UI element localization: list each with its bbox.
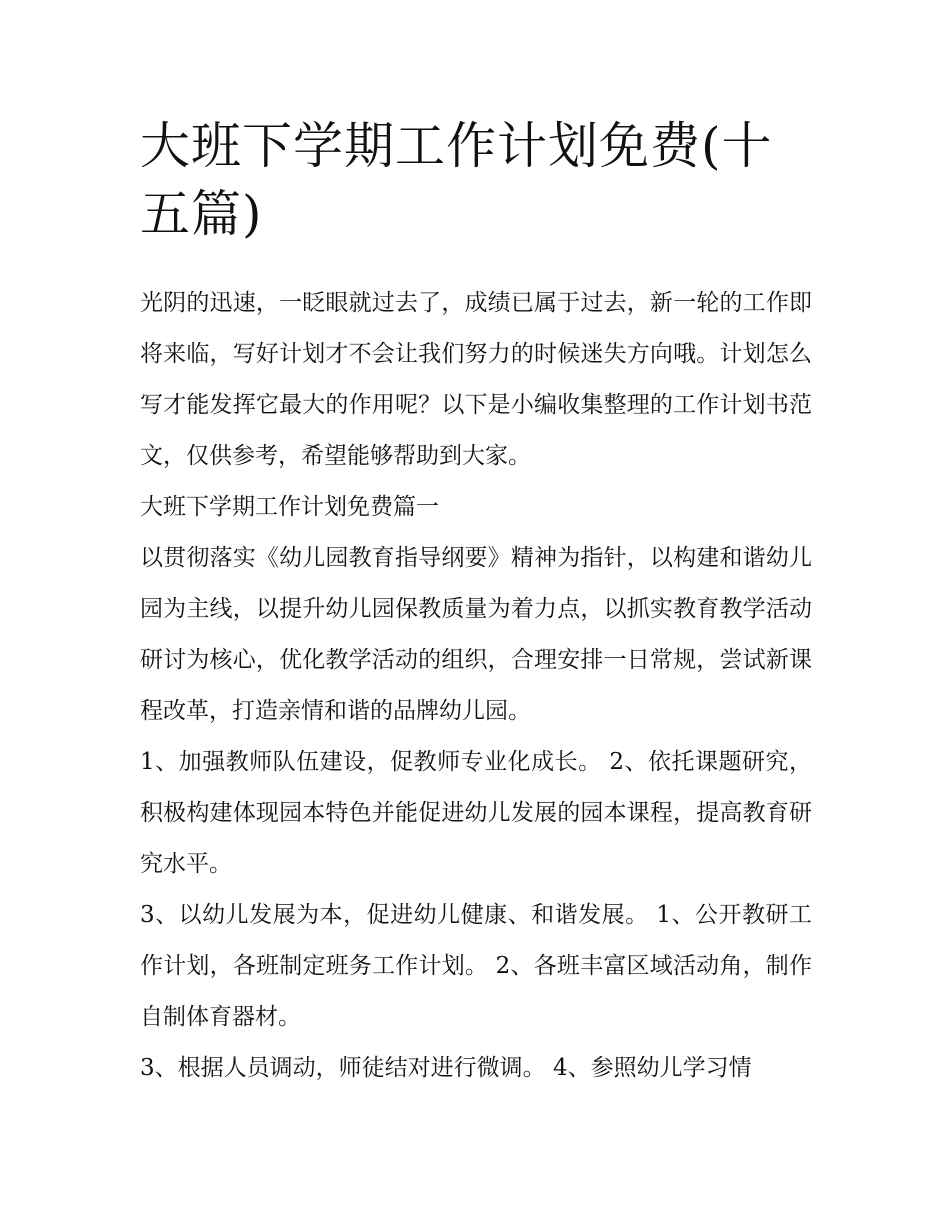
paragraph-item-1-2: 1、加强教师队伍建设，促教师专业化成长。 2、依托课题研究，积极构建体现园本特色并能促进幼儿发展的园本课程，提高教育研究水平。: [140, 749, 812, 877]
paragraph-item-3b: 3、根据人员调动，师徒结对进行微调。 4、参照幼儿学习情: [140, 1055, 752, 1081]
paragraph-guideline: 以贯彻落实《幼儿园教育指导纲要》精神为指针，以构建和谐幼儿园为主线，以提升幼儿园保教质量为着力点，以抓实教育教学活动研讨为核心，优化教学活动的组织，合理安排一日常规，尝试新课程改革，打造亲情和谐的品牌幼儿园。: [140, 545, 812, 724]
paragraph-item-3: 3、以幼儿发展为本，促进幼儿健康、和谐发展。 1、公开教研工作计划，各班制定班务工作计划。 2、各班丰富区域活动角，制作自制体育器材。: [140, 902, 812, 1030]
section-heading-1: 大班下学期工作计划免费篇一: [140, 494, 439, 520]
document-title: 大班下学期工作计划免费(十五篇): [140, 117, 773, 243]
document-page: [140, 112, 812, 1094]
paragraph-intro: 光阴的迅速，一眨眼就过去了，成绩已属于过去，新一轮的工作即将来临，写好计划才不会让我们努力的时候迷失方向哦。计划怎么写才能发挥它最大的作用呢？以下是小编收集整理的工作计划书范文，仅供参考，希望能够帮助到大家。: [140, 290, 812, 469]
